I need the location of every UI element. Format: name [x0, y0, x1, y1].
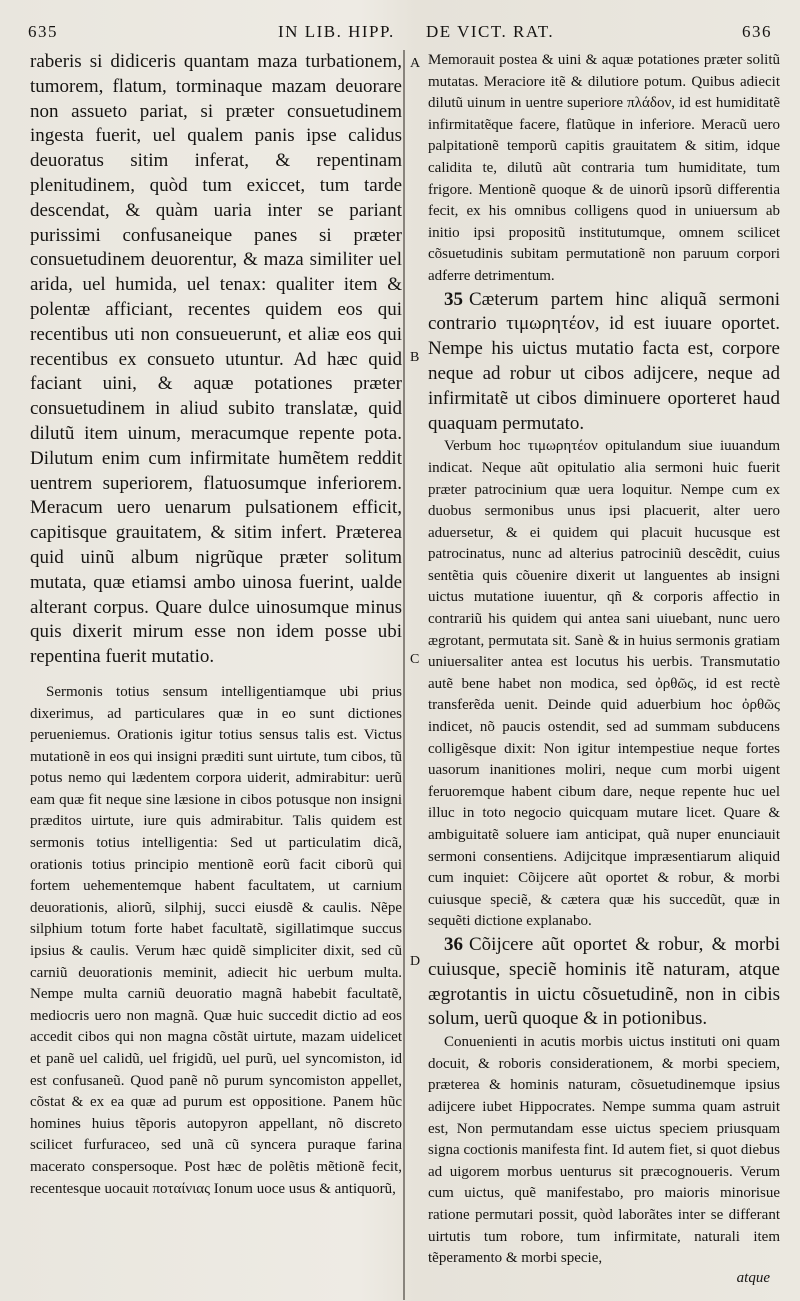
- right-commentary-paragraph: Memorauit postea & uini & aquæ potationes præter solitũ mutatas. Meraciore itẽ & dilutiore potum. Quibus adiecit dilutũ uinum in uentre superiore πλάδον, id est humiditatẽ infirmitatẽque facere, flatũque in inferiore. Meracũ uero palpitationẽ temporũ capitis grauitatem & sitim, idque calidita te, dilutũ aũt contraria tum humiditate, tum frigore. Mentionẽ quoque & de uinorũ ipsorũ differentia fecit, ex his omnibus colligens quod in uniuersum ab initio ipsi propositũ institutumque, omnem scilicet cõsuetudinis subitam permutationẽ non paruum corpori adferre detrimentum.: [428, 52, 780, 284]
- commentary-35: Verbum hoc τιμωρητέον opitulandum siue iuuandum indicat. Neque aũt opitulatio alia sermoni huic fuerit præter patrocinium quæ uera loquitur. Nempe cum ex duobus sermonibus unus ipsi placuerit, alter uero aduersetur, & ei quidem qui placuit hucusque est patrocinatus, nunc ad alterius patrociniũ descẽdit, cuius sentẽtia quis cõuenire dixerit ut languentes ab insigni uictus mutatione iuuentur, qñ & corporis affectio in contrariũ his quidem qui antea sani uiuebant, nunc uero ægrotant, permutata sit. Sanè & in huius sermonis gratiam uniuersaliter antea est locutus his uerbis. Transmutatio autẽ bene habet non modica, sed ὀρθῶς, id est rectè transferẽda uenit. Deinde quid aduerbium hoc ὀρθῶς indicet, nõ paucis ostendit, sed ad summam subducens colligẽsque dixit: Non igitur intempestiue neque fortes uasorum inanitiones moliri, neque cum morbi uigent feruoremque habent cibum dare, neque repente huc uel illuc in toto negocio quicquam mutare licet. Quare & ambiguitatẽ soluere iam anticipat, quã nuper enunciauit sermoni consentiens. Adijcitque impræsentiarum aliquid cum inquiet: Cõijcere aũt oportet & robur, & morbi cuiusque speciẽ, & cætera quæ his succedũt, quæ in sequẽti dictione explanabo.: [428, 438, 780, 930]
- column-rule: [403, 50, 405, 1300]
- margin-marker-b: B: [410, 350, 420, 365]
- section-36-text: Cõijcere aũt oportet & robur, & morbi cuiusque, speciẽ hominis itẽ naturam, atque ægrotantis in uictu cõsuetudinẽ, non in cibis solum, uerũ quoque & in potionibus.: [428, 933, 780, 1030]
- right-column: [428, 50, 780, 1270]
- running-title-left: IN LIB. HIPP.: [278, 22, 395, 41]
- left-column: [30, 50, 402, 1200]
- section-number-35: 35: [444, 288, 463, 310]
- margin-marker-d: D: [410, 954, 421, 969]
- running-title-right: DE VICT. RAT.: [426, 22, 555, 41]
- left-commentary-paragraph: Sermonis totius sensum intelligentiamque ubi prius dixerimus, ad particulares quæ in eo sunt dictiones perueniemus. Orationis igitur totius sensus talis est. Victus mutationẽ in eos qui insigni præditi sunt uirtute, tum cibos, tũ potus nemo qui lædentem corpora uiderit, admirabitur: uerũ eam quæ fit neque sine læsione in cibos potusque non insigni præditos uirtute, iure quis admirabitur. Talis quidem est sermonis totius intelligentia: Sed ut particulatim dicã, orationis totius principio mentionẽ eorũ facit ciborũ qui fortem uehementemque habent facultatem, ut carnium deuorationis, aliorũ, silphij, succi eiusdẽ & caulis. Nẽpe silphium totum forte habet facultatẽ, sigillatimque succus ipsius & caulis. Verum hæc quidẽ simpliciter dixit, sed cũ carniũ deuorationis meminit, adiecit hic uerbum multa. Nempe multa carniũ deuoratio magnã habebit facultatẽ, mediocris uero non magnã. Quæ huic succedit dictio ad eos accedit cibos qui non magna cõstãt uirtute, mazam uidelicet et panẽ uel calidũ, uel frigidũ, uel purũ, uel syncomiston, id est confusaneũ. Quod panẽ nõ purum syncomiston appellet, cõstat & ex ea quæ ad purum est oppositione. Panem hũc homines huius tẽporis autopyron appellant, nõ discreto scilicet furfuraceo, sed unã cũ syncera puraque farina macerato conspersoque. Post hæc de polẽtis mẽtionẽ fecit, recentesque uocauit ποταίνιας Ionum uoce usus & antiquorũ,: [30, 683, 402, 1197]
- margin-marker-c: C: [410, 652, 420, 667]
- page-number-right: 636: [742, 22, 772, 41]
- section-35-text: Cæterum partem hinc aliquã sermoni contrario τιμωρητέον, id est iuuare oportet. Nempe his uictus mutatio facta est, corpore neque ad robur ut cibos adijcere, neque ad infirmitatẽ ut cibos diminuere oporteret haud quaquam permutato.: [428, 288, 780, 434]
- catchword: atque: [736, 1270, 770, 1286]
- margin-marker-a: A: [410, 56, 421, 71]
- commentary-36: Conuenienti in acutis morbis uictus instituti oni quam docuit, & roboris considerationem, & morbi speciem, præterea & hominis naturam, cõsuetudinemque ipsius adijcere iubet Hippocrates. Nempe summa quam astruit est, Non permutandam esse uictus speciem priusquam signa coctionis manifesta fint. Id autem fiet, si quot diebus ad uigorem morbus uenturus sit præcognoueris. Verum cum uictus, quẽ manifestabo, pro maioris minorisue ratione permutari possit, quòd laborãtes inter se differant uirtutis tum robore, tum infirmitate, naturali item tẽperamento & morbi specie,: [428, 1034, 780, 1267]
- section-number-36: 36: [444, 933, 463, 955]
- section-36: [428, 933, 780, 1032]
- section-35: [428, 288, 780, 437]
- page-number-left: 635: [28, 22, 58, 41]
- left-text-paragraph: raberis si didiceris quantam maza turbationem, tumorem, flatum, torminaque mazam deuorare non assueto pariat, si præter consuetudinem ingesta fuerit, uel qualem panis ipse calidus deuoratus sitim inferat, & repentinam plenitudinem, quòd tum exiccet, tum tarde descendat, & quàm uaria inter se pariant purissimi confusaneique panes si præter consuetudinem deuorentur, & maza similiter uel arida, uel humida, uel tenax: qualiter item & polentæ afficiant, recentes quidem eos qui recentibus uti non consueuerunt, et aliæ eos qui recentibus ex consueto utuntur. Ad hæc quid faciant uini, & aquæ potationes præter consuetudinem in aliud subito translatæ, quid dilutũ item uinum, meracumque repente pota. Dilutum enim cum infirmitate humẽtem reddit uentrem superiorem, flatuosumque inferiorem. Meracum uero uenarum pulsationem efficit, capitisque grauitatem, & sitim infert. Præterea quid uinũ album nigrũque præter solitum mutata, quæ etiamsi ambo uinosa fuerint, ualde alterant corpus. Quare dulce uinosumque minus quis dixerit mirum esse non idem posse ubi repentina fuerit mutatio.: [30, 51, 402, 668]
- running-head: [28, 22, 772, 44]
